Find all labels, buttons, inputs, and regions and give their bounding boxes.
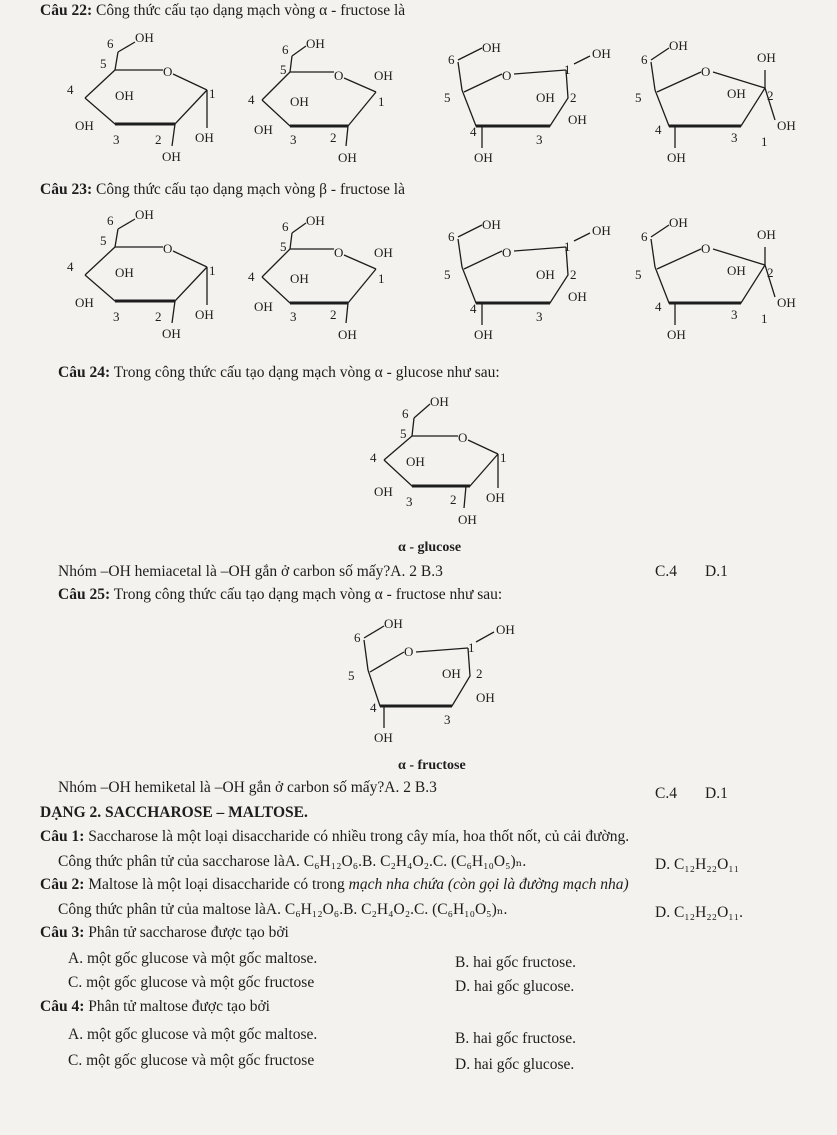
- oh-label: OH: [195, 130, 214, 145]
- q23-structure-c[interactable]: [440, 207, 640, 347]
- carbon-number: 5: [280, 239, 287, 254]
- s1-text: Saccharose là một loại disaccharide có nhiều trong cây mía, hoa thốt nốt, củ cải đường.: [88, 828, 630, 845]
- carbon-number: 2: [155, 132, 162, 147]
- carbon-number: 6: [107, 36, 114, 51]
- ring-oxygen: O: [502, 68, 512, 83]
- oh-label: OH: [474, 327, 493, 342]
- q24-structure: [362, 392, 542, 532]
- carbon-number: 3: [290, 132, 297, 147]
- oh-label: OH: [135, 30, 154, 45]
- q22-structure-d[interactable]: [625, 30, 825, 170]
- oh-label: OH: [777, 118, 796, 133]
- ring-oxygen: O: [502, 245, 512, 260]
- carbon-number: 1: [209, 86, 216, 101]
- s3-option-a[interactable]: A. một gốc glucose và một gốc maltose.: [68, 950, 318, 967]
- carbon-number: 3: [113, 132, 120, 147]
- carbon-number: 1: [564, 239, 571, 254]
- carbon-number: 1: [378, 94, 385, 109]
- oh-label: OH: [592, 223, 611, 238]
- oh-label: OH: [777, 295, 796, 310]
- carbon-number: 4: [67, 259, 74, 274]
- oh-label: OH: [474, 150, 493, 165]
- q22-label: Câu 22:: [40, 2, 93, 19]
- carbon-number: 1: [500, 450, 507, 465]
- carbon-number: 4: [370, 450, 377, 465]
- carbon-number: 4: [470, 124, 477, 139]
- carbon-number: 5: [100, 233, 107, 248]
- s2-formula-question: [58, 900, 507, 919]
- q24-line: [58, 364, 500, 382]
- carbon-number: 5: [280, 62, 287, 77]
- q24-caption: α - glucose: [398, 540, 462, 555]
- carbon-number: 5: [348, 668, 355, 683]
- oh-label: OH: [592, 46, 611, 61]
- carbon-number: 2: [570, 267, 577, 282]
- q24-option-d[interactable]: D.1: [705, 563, 728, 580]
- oh-label: OH: [430, 394, 449, 409]
- ring-oxygen: O: [163, 64, 173, 79]
- oh-label: OH: [338, 327, 357, 342]
- carbon-number: 6: [107, 213, 114, 228]
- oh-label: OH: [75, 295, 94, 310]
- s4-option-d[interactable]: D. hai gốc glucose.: [455, 1056, 575, 1073]
- s3-option-b[interactable]: B. hai gốc fructose.: [455, 954, 576, 971]
- q24-option-c[interactable]: C.4: [655, 563, 677, 580]
- s4-option-c[interactable]: C. một gốc glucose và một gốc fructose: [68, 1052, 315, 1069]
- s4-option-b[interactable]: B. hai gốc fructose.: [455, 1030, 576, 1047]
- s1-line: [40, 828, 629, 846]
- oh-label: OH: [338, 150, 357, 165]
- s3-option-d[interactable]: D. hai gốc glucose.: [455, 978, 575, 995]
- carbon-number: 4: [655, 122, 662, 137]
- oh-label: OH: [669, 38, 688, 53]
- s2-text: Maltose là một loại disaccharide có trong: [88, 876, 349, 893]
- oh-label: OH: [115, 265, 134, 280]
- s3-text: Phân tử saccharose được tạo bởi: [88, 924, 289, 941]
- carbon-number: 6: [448, 229, 455, 244]
- carbon-number: 3: [536, 309, 543, 324]
- q24-text: Trong công thức cấu tạo dạng mạch vòng α - glucose như sau:: [113, 364, 500, 381]
- oh-label: OH: [727, 263, 746, 278]
- ring-oxygen: O: [404, 644, 414, 659]
- oh-label: OH: [254, 122, 273, 137]
- s1-option-a[interactable]: A. C₆H₁₂O₆.: [284, 853, 363, 870]
- oh-label: OH: [667, 150, 686, 165]
- oh-label: OH: [757, 227, 776, 242]
- carbon-number: 4: [248, 92, 255, 107]
- q23-structure-a[interactable]: [55, 205, 235, 345]
- carbon-number: 3: [536, 132, 543, 147]
- q23-structure-d[interactable]: [625, 207, 825, 347]
- carbon-number: 2: [155, 309, 162, 324]
- oh-label: OH: [195, 307, 214, 322]
- s4-text: Phân tử maltose được tạo bởi: [88, 998, 270, 1015]
- q25-structure: [340, 612, 540, 752]
- oh-label: OH: [536, 267, 555, 282]
- s1-option-c[interactable]: C. (C₆H₁₀O₅)ₙ.: [432, 853, 527, 870]
- q22-text: Công thức cấu tạo dạng mạch vòng α - fructose là: [95, 2, 406, 19]
- oh-label: OH: [306, 213, 325, 228]
- q22-structure-a[interactable]: [55, 28, 235, 168]
- carbon-number: 6: [448, 52, 455, 67]
- carbon-number: 4: [67, 82, 74, 97]
- oh-label: OH: [536, 90, 555, 105]
- carbon-number: 2: [330, 307, 337, 322]
- ring-oxygen: O: [458, 430, 468, 445]
- q24-label: Câu 24:: [58, 364, 111, 381]
- oh-label: OH: [757, 50, 776, 65]
- carbon-number: 2: [330, 130, 337, 145]
- oh-label: OH: [290, 94, 309, 109]
- q22-structure-b[interactable]: [240, 30, 420, 170]
- carbon-number: 3: [444, 712, 451, 727]
- oh-label: OH: [486, 490, 505, 505]
- q25-option-c[interactable]: C.4: [655, 785, 677, 802]
- s4-label: Câu 4:: [40, 998, 85, 1015]
- oh-label: OH: [727, 86, 746, 101]
- carbon-number: 6: [282, 219, 289, 234]
- carbon-number: 6: [282, 42, 289, 57]
- carbon-number: 1: [761, 134, 768, 149]
- oh-label: OH: [568, 289, 587, 304]
- q25-caption: α - fructose: [398, 758, 466, 773]
- ring-oxygen: O: [163, 241, 173, 256]
- carbon-number: 1: [378, 271, 385, 286]
- carbon-number: 6: [641, 52, 648, 67]
- carbon-number: 2: [767, 265, 774, 280]
- q25-option-d[interactable]: D.1: [705, 785, 728, 802]
- oh-label: OH: [306, 36, 325, 51]
- oh-label: OH: [374, 730, 393, 745]
- s2-text-italic: mạch nha chứa (còn gọi là đường mạch nha): [348, 876, 629, 893]
- carbon-number: 5: [635, 267, 642, 282]
- s3-line: [40, 924, 289, 942]
- carbon-number: 5: [444, 90, 451, 105]
- carbon-number: 4: [655, 299, 662, 314]
- q25-line: [58, 586, 502, 604]
- oh-label: OH: [374, 245, 393, 260]
- s1-label: Câu 1:: [40, 828, 85, 845]
- s1-formula-question: [58, 852, 526, 871]
- s4-line: [40, 998, 270, 1016]
- carbon-number: 1: [564, 62, 571, 77]
- oh-label: OH: [482, 217, 501, 232]
- s2-option-a[interactable]: A. C₆H₁₂O₆.: [265, 901, 344, 918]
- carbon-number: 4: [370, 700, 377, 715]
- s3-option-c[interactable]: C. một gốc glucose và một gốc fructose: [68, 974, 315, 991]
- ring-oxygen: O: [334, 245, 344, 260]
- oh-label: OH: [162, 326, 181, 341]
- section-heading: DẠNG 2. SACCHAROSE – MALTOSE.: [40, 804, 308, 821]
- oh-label: OH: [476, 690, 495, 705]
- oh-label: OH: [406, 454, 425, 469]
- ring-oxygen: O: [701, 64, 711, 79]
- oh-label: OH: [442, 666, 461, 681]
- oh-label: OH: [458, 512, 477, 527]
- carbon-number: 6: [354, 630, 361, 645]
- oh-label: OH: [482, 40, 501, 55]
- s4-option-a[interactable]: A. một gốc glucose và một gốc maltose.: [68, 1026, 318, 1043]
- oh-label: OH: [568, 112, 587, 127]
- carbon-number: 6: [402, 406, 409, 421]
- q24-ask: Nhóm –OH hemiacetal là –OH gắn ở carbon số mấy?A. 2 B.3: [58, 563, 443, 580]
- carbon-number: 2: [570, 90, 577, 105]
- carbon-number: 4: [470, 301, 477, 316]
- carbon-number: 1: [468, 640, 475, 655]
- oh-label: OH: [496, 622, 515, 637]
- carbon-number: 3: [290, 309, 297, 324]
- q23-line: [40, 181, 405, 199]
- oh-label: OH: [667, 327, 686, 342]
- carbon-number: 3: [406, 494, 413, 509]
- q22-structure-c[interactable]: [440, 30, 640, 170]
- ring-oxygen: O: [334, 68, 344, 83]
- q25-text: Trong công thức cấu tạo dạng mạch vòng α - fructose như sau:: [113, 586, 503, 603]
- q23-label: Câu 23:: [40, 181, 93, 198]
- carbon-number: 5: [635, 90, 642, 105]
- s2-option-d[interactable]: D. C₁₂H₂₂O₁₁.: [655, 904, 743, 921]
- s2-line: [40, 876, 629, 894]
- carbon-number: 3: [731, 130, 738, 145]
- q23-text: Công thức cấu tạo dạng mạch vòng β - fructose là: [95, 181, 405, 198]
- carbon-number: 3: [113, 309, 120, 324]
- carbon-number: 2: [767, 88, 774, 103]
- carbon-number: 4: [248, 269, 255, 284]
- oh-label: OH: [75, 118, 94, 133]
- ring-oxygen: O: [701, 241, 711, 256]
- carbon-number: 3: [731, 307, 738, 322]
- q25-ask: Nhóm –OH hemiketal là –OH gắn ở carbon số mấy?A. 2 B.3: [58, 779, 437, 796]
- carbon-number: 2: [450, 492, 457, 507]
- oh-label: OH: [374, 68, 393, 83]
- s2-formula-q: Công thức phân tử của maltose là: [58, 901, 266, 918]
- s1-formula-q: Công thức phân tử của saccharose là: [58, 853, 285, 870]
- carbon-number: 6: [641, 229, 648, 244]
- carbon-number: 1: [761, 311, 768, 326]
- s2-label: Câu 2:: [40, 876, 85, 893]
- carbon-number: 5: [400, 426, 407, 441]
- q22-line: [40, 2, 405, 20]
- carbon-number: 1: [209, 263, 216, 278]
- oh-label: OH: [384, 616, 403, 631]
- s1-option-b[interactable]: B. C₂H₄O₂.: [362, 853, 433, 870]
- oh-label: OH: [115, 88, 134, 103]
- s2-option-b[interactable]: B. C₂H₄O₂.: [343, 901, 414, 918]
- s3-label: Câu 3:: [40, 924, 85, 941]
- carbon-number: 2: [476, 666, 483, 681]
- q25-label: Câu 25:: [58, 586, 111, 603]
- q23-structure-b[interactable]: [240, 207, 420, 347]
- oh-label: OH: [135, 207, 154, 222]
- oh-label: OH: [669, 215, 688, 230]
- s2-option-c[interactable]: C. (C₆H₁₀O₅)ₙ.: [414, 901, 508, 918]
- s1-option-d[interactable]: D. C₁₂H₂₂O₁₁: [655, 856, 740, 873]
- oh-label: OH: [290, 271, 309, 286]
- carbon-number: 5: [100, 56, 107, 71]
- oh-label: OH: [162, 149, 181, 164]
- oh-label: OH: [374, 484, 393, 499]
- oh-label: OH: [254, 299, 273, 314]
- carbon-number: 5: [444, 267, 451, 282]
